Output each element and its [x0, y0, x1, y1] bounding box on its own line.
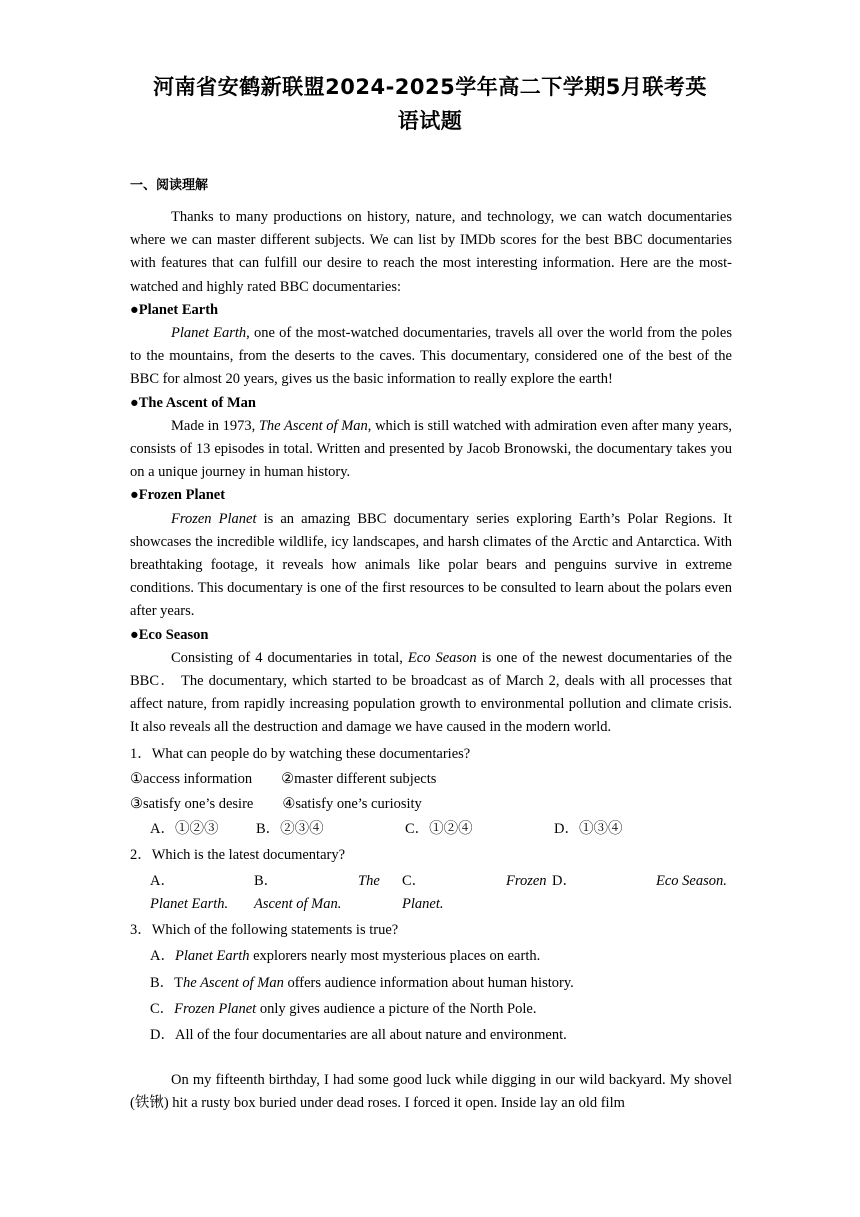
title-line-2: 语试题: [397, 109, 463, 133]
document-body: [130, 206, 732, 1116]
question-2-stem: 2．Which is the latest documentary?: [130, 847, 346, 864]
intro-paragraph: Thanks to many productions on history, nature, and technology, we can watch documentaries where we can master different subjects. We can list by IMDb scores for the best BBC documentaries with features that can fulfill our desire to reach the most interesting information. Here are the most-watched and highly rated BBC documentaries:: [130, 209, 732, 295]
option-d[interactable]: D．①③④: [554, 821, 623, 838]
question-2-options: [150, 870, 732, 916]
option-a[interactable]: A．Planet Earth explorers nearly most mysterious places on earth.: [150, 948, 541, 965]
doc-heading-ascent-of-man: ●The Ascent of Man: [130, 394, 256, 411]
question-3-stem: 3．Which of the following statements is true?: [130, 922, 399, 939]
question-1-stem: 1．What can people do by watching these documentaries?: [130, 745, 471, 762]
option-c[interactable]: C．①②④: [405, 821, 473, 838]
doc-paragraph-ascent-of-man: Made in 1973, The Ascent of Man, which is still watched with admiration even after many years, consists of 13 episodes in total. Written and presented by Jacob Bronowski, the documentary takes you on a unique journey in human history.: [130, 417, 732, 481]
option-b[interactable]: B． The Ascent of Man.: [254, 872, 380, 912]
option-c[interactable]: C．Frozen Planet only gives audience a picture of the North Pole.: [150, 1000, 537, 1017]
doc-heading-eco-season: ●Eco Season: [130, 626, 209, 643]
option-b[interactable]: B．The Ascent of Man offers audience information about human history.: [150, 974, 574, 991]
question-1-choices-line-2: ③satisfy one’s desire ④satisfy one’s curiosity: [130, 796, 422, 813]
option-d[interactable]: D．All of the four documentaries are all about nature and environment.: [150, 1026, 567, 1043]
doc-heading-planet-earth: ●Planet Earth: [130, 301, 219, 318]
question-1-choices-line-1: ①access information ②master different subjects: [130, 770, 437, 787]
option-c[interactable]: C． Frozen Planet.: [402, 872, 547, 912]
section-heading: 一、阅读理解: [130, 178, 209, 193]
passage-2-paragraph: On my fifteenth birthday, I had some good luck while digging in our wild backyard. My shovel (铁锹) hit a rusty box buried under dead roses. I forced it open. Inside lay an old film: [130, 1072, 732, 1112]
title-line-1: 河南省安鹤新联盟2024-2025学年高二下学期5月联考英: [153, 75, 707, 99]
doc-heading-frozen-planet: ●Frozen Planet: [130, 487, 226, 504]
option-a[interactable]: A．①②③: [150, 821, 219, 838]
option-d[interactable]: D． Eco Season.: [552, 872, 727, 889]
doc-paragraph-eco-season: Consisting of 4 documentaries in total, Eco Season is one of the newest documentaries of the BBC． The documentary, which started to be broadcast as of March 2, deals with all processes that affect nature, from rapidly increasing population growth to environmental pollution and climate crisis. It also reveals all the destruction and damage we have caused in the modern world.: [130, 649, 732, 736]
question-1-options: [150, 818, 732, 841]
document-title: [100, 70, 760, 138]
option-b[interactable]: B．②③④: [256, 821, 324, 838]
doc-paragraph-frozen-planet: Frozen Planet is an amazing BBC documentary series exploring Earth’s Polar Regions. It showcases the incredible wildlife, icy landscapes, and harsh climates of the Arctic and Antarctica. With breathtaking footage, it reveals how animals like polar bears and penguins survive in extreme conditions. This documentary is one of the first resources to be consulted to learn about the polars even after years.: [130, 510, 732, 620]
doc-paragraph-planet-earth: Planet Earth, one of the most-watched documentaries, travels all over the world from the poles to the mountains, from the deserts to the caves. This documentary, considered one of the best of the BBC for almost 20 years, gives us the basic information to really explore the earth!: [130, 325, 732, 388]
option-a[interactable]: A．Planet Earth.: [150, 872, 229, 912]
